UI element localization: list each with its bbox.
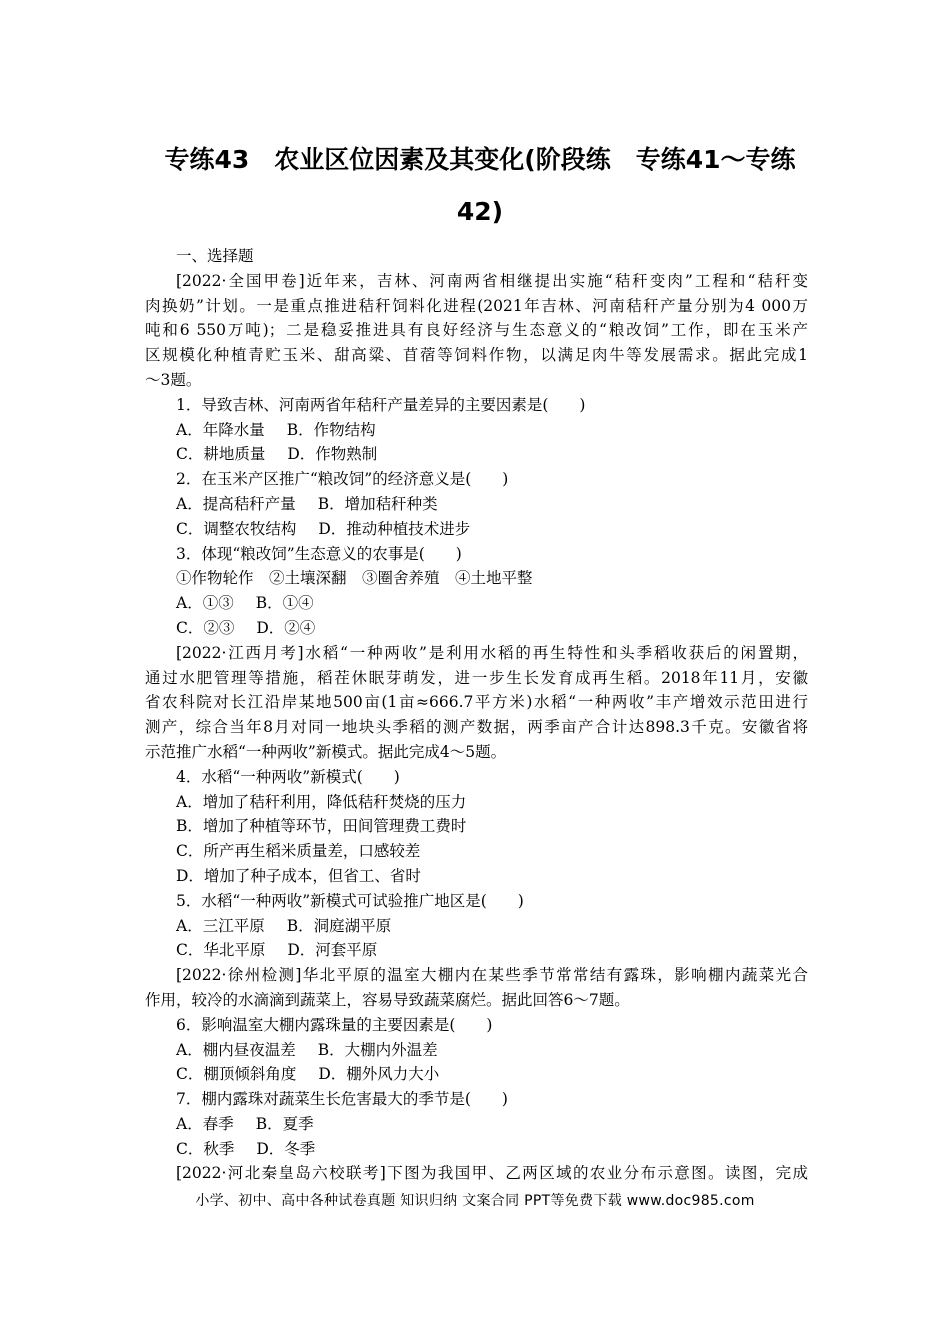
option-c: C．华北平原 [176,941,266,960]
question-5-options-cd [145,938,808,963]
option-b: B．大棚内外温差 [317,1040,438,1059]
question-7-stem: 7．棚内露珠对蔬菜生长危害最大的季节是( ) [176,1090,508,1109]
question-1-stem: 1．导致吉林、河南两省年秸秆产量差异的主要因素是( ) [176,395,586,414]
passage-2-line: 通过水肥管理等措施，稻茬休眠芽萌发，进一步生长发育成再生稻。2018年11月，安徽 [145,668,808,687]
passage-4-line: [2022·河北秦皇岛六校联考]下图为我国甲、乙两区域的农业分布示意图。读图，完成 [176,1164,808,1183]
option-c: C．秋季 [176,1139,235,1158]
option-b: B．①④ [255,594,314,613]
question-3-choices: ①作物轮作 ②土壤深翻 ③圈舍养殖 ④土地平整 [176,569,533,588]
question-1-options-ab [145,418,808,443]
section-heading: 一、选择题 [176,247,254,265]
passage-2-line: 省农科院对长江沿岸某地500亩(1亩≈666.7平方米)水稻“一种两收”丰产增效示范田进行 [145,693,808,712]
passage-1-line: 肉换奶”计划。一是重点推进秸秆饲料化进程(2021年吉林、河南秸秆产量分别为4 000万 [145,296,808,315]
question-7-options-ab [145,1112,808,1137]
option-b: B．夏季 [255,1114,314,1133]
question-6-options-ab [145,1038,808,1063]
option-a: A．①③ [176,594,234,613]
question-2-options-cd [145,517,808,542]
page-title-line-1: 专练43 农业区位因素及其变化(阶段练 专练41～专练 [164,145,796,174]
passage-1-line: ～3题。 [145,370,202,389]
footer-banner: 小学、初中、高中各种试卷真题 知识归纳 文案合同 PPT等免费下载 www.doc985.com [195,1193,755,1209]
passage-1-line: 区规模化种植青贮玉米、甜高粱、苜蓿等饲料作物，以满足肉牛等发展需求。据此完成1 [145,346,808,365]
option-d: D．②④ [256,618,316,637]
passage-2-line: 示范推广水稻“一种两收”新模式。据此完成4～5题。 [145,742,507,761]
passage-2-line: 测产，综合当年8月对同一地块头季稻的测产数据，两季亩产合计达898.3千克。安徽省将 [145,718,808,737]
question-3-options-cd [145,616,808,641]
question-3-options-ab [145,591,808,616]
option-b: B．洞庭湖平原 [286,916,392,935]
option-c: C．耕地质量 [176,445,266,464]
question-6-stem: 6．影响温室大棚内露珠量的主要因素是( ) [176,1015,493,1034]
page-title-line-2: 42) [456,197,504,226]
option-a: A．年降水量 [176,420,265,439]
option-d: D．冬季 [256,1139,316,1158]
option-d: D．作物熟制 [287,445,378,464]
option-b: B．增加了种植等环节，田间管理费工费时 [176,817,467,836]
option-c: C．棚顶倾斜角度 [176,1065,297,1084]
option-a: A．棚内昼夜温差 [176,1040,296,1059]
document-body [145,244,808,1186]
option-a: A．增加了秸秆利用，降低秸秆焚烧的压力 [176,792,467,811]
question-1-options-cd [145,442,808,467]
option-d: D．河套平原 [287,941,378,960]
option-c: C．所产再生稻米质量差，口感较差 [176,842,421,861]
option-c: C．调整农牧结构 [176,519,297,538]
question-2-stem: 2．在玉米产区推广“粮改饲”的经济意义是( ) [176,470,509,489]
option-d: D．棚外风力大小 [318,1065,440,1084]
passage-3-line: 作用，较冷的水滴滴到蔬菜上，容易导致蔬菜腐烂。据此回答6～7题。 [145,990,630,1009]
question-6-options-cd [145,1062,808,1087]
option-a: A．提高秸秆产量 [176,494,296,513]
option-d: D．增加了种子成本，但省工、省时 [176,866,421,885]
question-5-stem: 5．水稻“一种两收”新模式可试验推广地区是( ) [176,891,524,910]
passage-1-line: [2022·全国甲卷]近年来，吉林、河南两省相继提出实施“秸秆变肉”工程和“秸秆变 [176,271,808,290]
option-d: D．推动种植技术进步 [318,519,471,538]
question-7-options-cd [145,1137,808,1162]
option-c: C．②③ [176,618,235,637]
option-a: A．春季 [176,1114,234,1133]
option-a: A．三江平原 [176,916,265,935]
question-4-stem: 4．水稻“一种两收”新模式( ) [176,767,400,786]
passage-3-line: [2022·徐州检测]华北平原的温室大棚内在某些季节常常结有露珠，影响棚内蔬菜光合 [176,966,808,985]
question-2-options-ab [145,492,808,517]
passage-1-line: 吨和6 550万吨)；二是稳妥推进具有良好经济与生态意义的“粮改饲”工作，即在玉米产 [145,321,808,340]
passage-2-line: [2022·江西月考]水稻“一种两收”是利用水稻的再生特性和头季稻收获后的闲置期， [176,643,808,662]
question-3-stem: 3．体现“粮改饲”生态意义的农事是( ) [176,544,462,563]
option-b: B．作物结构 [286,420,376,439]
option-b: B．增加秸秆种类 [317,494,438,513]
question-5-options-ab [145,914,808,939]
